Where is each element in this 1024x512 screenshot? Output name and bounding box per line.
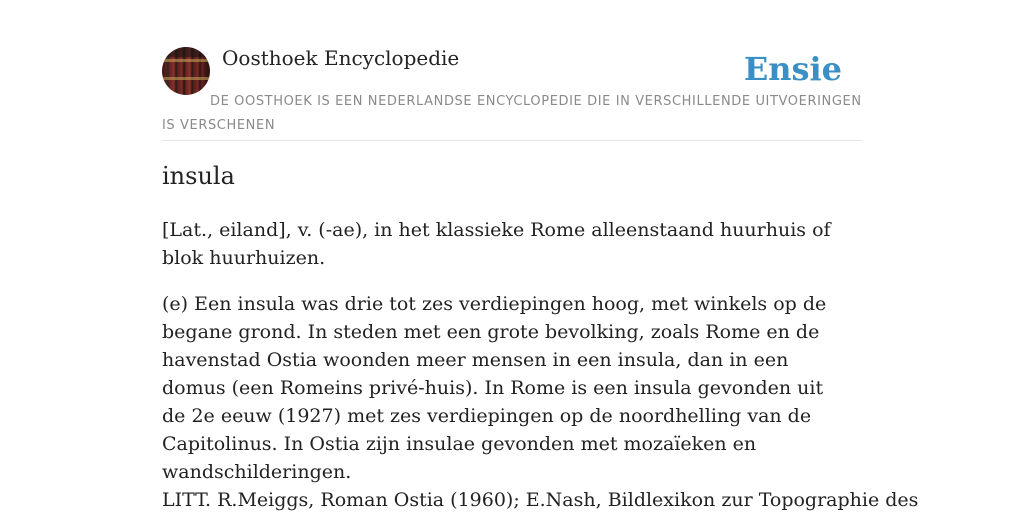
avatar-band [162,59,210,62]
site-title-link[interactable]: Oosthoek Encyclopedie [222,46,460,70]
entry-body: (e) Een insula was drie tot zes verdiepingen hoog, met winkels op de begane grond. In steden met een grote bevolking, zoals Rome en de havenstad Ostia woonden meer mensen in een insula, dan in een domus (een Romeins privé-huis). In Rome is een insula gevonden uit de 2e eeuw (1927) met zes verdiepingen op de noordhelling van de Capitolinus. In Ostia zijn insulae gevonden met mozaïeken en wandschilderingen. [162,293,827,483]
avatar-band [162,77,210,80]
entry-literature: LITT. R.Meiggs, Roman Ostia (1960); E.Nash, Bildlexikon zur Topographie des [162,489,919,511]
page-container [162,0,919,511]
site-subtitle: DE OOSTHOEK IS EEN NEDERLANDSE ENCYCLOPEDIE DIE IN VERSCHILLENDE UITVOERINGEN IS VERSCHENEN [162,94,862,133]
entry-definition: [Lat., eiland], v. (-ae), in het klassieke Rome alleenstaand huurhuis of blok huurhuizen. [162,219,831,269]
encyclopedia-books-avatar[interactable] [162,47,210,95]
ensie-logo-link[interactable]: Ensie [743,50,842,88]
avatar-shade [162,47,210,57]
site-header [162,0,862,141]
entry-title: insula [162,162,235,190]
